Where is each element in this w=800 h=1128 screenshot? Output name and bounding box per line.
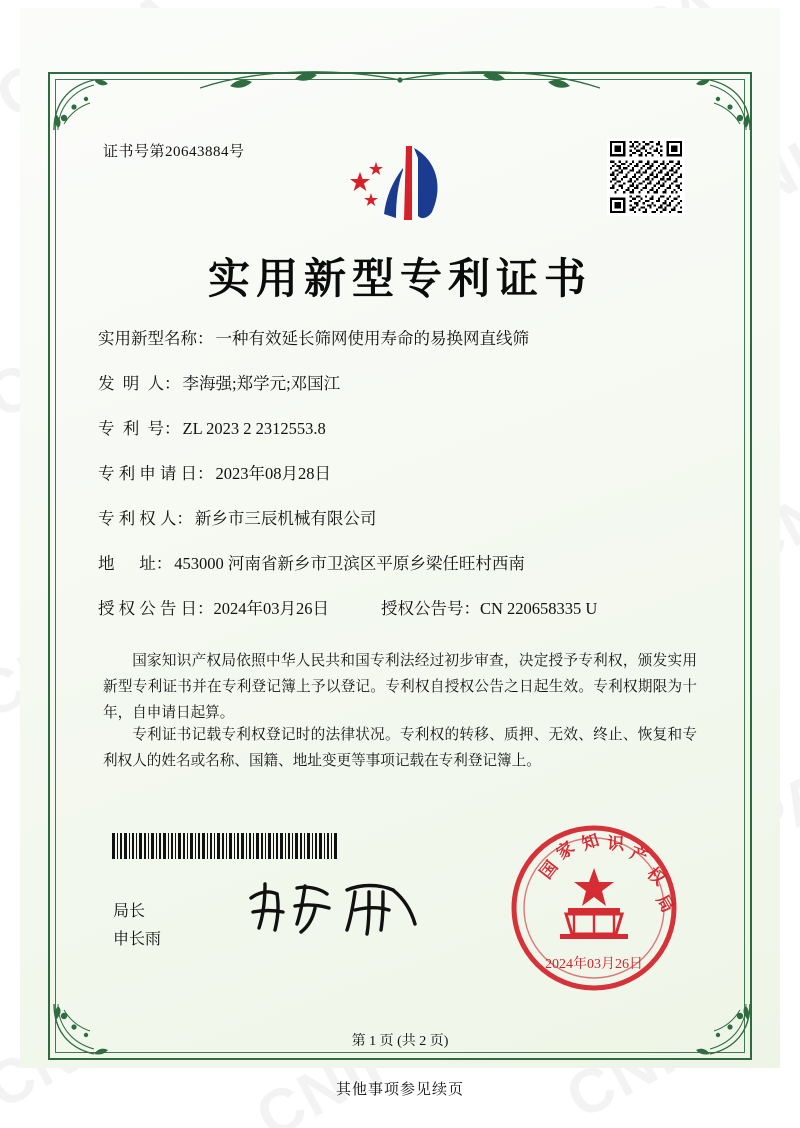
signature-block xyxy=(113,898,161,954)
field-row-inventor xyxy=(98,370,718,394)
field-value-grant-date: 2024年03月26日 xyxy=(213,599,329,618)
handwritten-signature-icon xyxy=(243,872,433,942)
field-row-application-date xyxy=(98,460,718,484)
field-label: 地 址： xyxy=(98,554,173,573)
certificate-fields xyxy=(98,325,718,640)
cnipa-logo-icon xyxy=(340,140,460,226)
field-label: 实用新型名称： xyxy=(98,329,214,348)
field-row-patentee xyxy=(98,505,718,529)
field-value-grant-number: CN 220658335 U xyxy=(480,599,598,618)
field-label: 专 利 权 人： xyxy=(98,509,193,528)
footer-note: 其他事项参见续页 xyxy=(335,1082,464,1098)
svg-text:家: 家 xyxy=(552,837,578,864)
body-paragraph-1: 国家知识产权局依照中华人民共和国专利法经过初步审查，决定授予专利权，颁发实用新型专利证书并在专利登记簿上予以登记。专利权自授权公告之日起生效。专利权期限为十年，自申请日起算。 xyxy=(103,653,697,721)
top-vine-ornament-icon xyxy=(200,66,600,102)
field-label: 发 明 人： xyxy=(98,374,181,393)
svg-text:识: 识 xyxy=(606,834,625,854)
field-label-grant-date: 授 权 公 告 日： xyxy=(98,599,214,618)
field-value: 新乡市三辰机械有限公司 xyxy=(194,509,377,528)
field-value: ZL 2023 2 2312553.8 xyxy=(182,419,326,438)
body-paragraph-2: 专利证书记载专利权登记时的法律状况。专利权的转移、质押、无效、终止、恢复和专利权人的姓名或名称、国籍、地址变更等事项记载在专利登记簿上。 xyxy=(103,727,697,769)
field-label: 专 利 号： xyxy=(98,419,181,438)
svg-text:知: 知 xyxy=(579,830,602,854)
barcode-icon xyxy=(112,833,340,859)
official-seal xyxy=(508,822,680,994)
field-label: 专 利 申 请 日： xyxy=(98,464,214,483)
field-row-name xyxy=(98,325,718,349)
signature-name: 申长雨 xyxy=(113,931,162,948)
svg-text:权: 权 xyxy=(643,863,669,890)
field-value: 一种有效延长筛网使用寿命的易换网直线筛 xyxy=(215,329,529,348)
field-value: 453000 河南省新乡市卫滨区平原乡梁任旺村西南 xyxy=(174,554,525,573)
qr-code-icon xyxy=(607,138,685,216)
field-row-grant xyxy=(98,595,718,619)
corner-ornament-icon xyxy=(676,74,754,134)
signature-role: 局长 xyxy=(113,903,146,920)
field-row-patent-number xyxy=(98,415,718,439)
svg-text:局: 局 xyxy=(652,891,678,916)
svg-text:国: 国 xyxy=(536,857,562,883)
page-title: 实用新型专利证书 xyxy=(207,257,592,303)
corner-ornament-icon xyxy=(50,74,128,134)
certificate-number: 证书号第20643884号 xyxy=(103,144,245,160)
seal-date: 2024年03月26日 xyxy=(545,957,643,972)
field-row-address xyxy=(98,550,718,574)
field-label-grant-number: 授权公告号： xyxy=(381,599,480,618)
field-value: 李海强;郑学元;邓国江 xyxy=(182,374,341,393)
svg-text:产: 产 xyxy=(627,843,651,868)
field-value: 2023年08月28日 xyxy=(215,464,331,483)
page-number: 第 1 页 (共 2 页) xyxy=(351,1034,449,1049)
